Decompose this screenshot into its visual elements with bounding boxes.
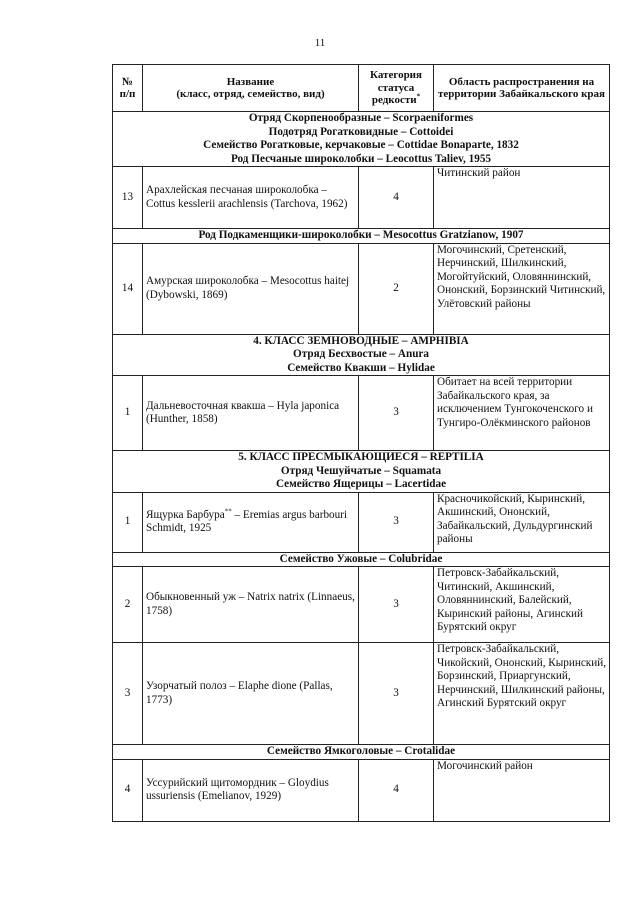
distribution-area: Могочинский район [434,759,610,821]
section-heading-line: 5. КЛАСС ПРЕСМЫКАЮЩИЕСЯ – REPTILIA [238,451,484,463]
section-heading-row [113,229,610,244]
header-category-text: Категория статуса редкости [370,69,422,107]
section-heading-row [113,451,610,493]
species-name-cell [143,376,359,451]
row-number: 4 [113,759,143,821]
section-heading [113,552,610,567]
section-heading-row [113,552,610,567]
section-heading-line: 4. КЛАСС ЗЕМНОВОДНЫЕ – AMPHIBIA [253,334,469,347]
section-heading-row [113,112,610,167]
section-heading-line: Род Песчаные широколобки – Leocottus Taliev, 1955 [230,152,492,165]
species-name-cell [143,759,359,821]
species-name: Узорчатый полоз – Elaphe dione (Pallas, 1773) [146,680,333,706]
rarity-category: 4 [359,167,434,229]
rarity-category: 3 [359,492,434,552]
species-name: Обыкновенный уж – Natrix natrix (Linnaeus, 1758) [146,591,355,617]
rarity-category: 4 [359,759,434,821]
species-row [113,167,610,229]
row-number: 1 [113,376,143,451]
species-name: Дальневосточная квакша – Hyla japonica (Hunther, 1858) [146,399,340,425]
species-name: Уссурийский щитомордник – Gloydius ussuriensis (Emelianov, 1929) [146,776,329,802]
section-heading [113,229,610,244]
row-number: 1 [113,492,143,552]
rarity-category: 3 [359,567,434,643]
species-row [113,567,610,643]
section-heading-row [113,745,610,760]
header-num: № п/п [113,65,143,112]
row-number: 2 [113,567,143,643]
species-name-cell [143,167,359,229]
section-heading-line: Отряд Бесхвостые – Anura [293,348,429,360]
section-heading-line: Семейство Квакши – Hylidae [287,361,435,374]
section-heading [113,334,610,376]
red-book-table [112,64,610,822]
header-category-mark: * [416,92,421,101]
row-number: 14 [113,243,143,334]
row-number: 13 [113,167,143,229]
distribution-area: Красночикойский, Кыринский, Акшинский, Ононский, Забайкальский, Дульдургинский районы [434,492,610,552]
distribution-area: Читинский район [434,167,610,229]
distribution-area: Могочинский, Сретенский, Нерчинский, Шилкинский, Могойтуйский, Оловяннинский, Ононский, Борзинский Читинский, Улётовский районы [434,243,610,334]
header-area: Область распространения на территории Забайкальского края [434,65,610,112]
species-row [113,243,610,334]
header-name [143,65,359,112]
section-heading [113,745,610,760]
header-category [359,65,434,112]
page-number: 11 [314,37,326,49]
species-name: Ящурка Барбура** – Eremias argus barbouri Schmidt, 1925 [146,506,348,534]
section-heading-line: Отряд Скорпенообразные – Scorpaeniformes [248,112,474,124]
section-heading-line: Семейство Ящерицы – Lacertidae [275,478,447,490]
header-name-line1: Название [226,75,275,88]
section-heading-line: Семейство Ужовые – Colubridae [279,552,443,565]
distribution-area: Обитает на всей территории Забайкальского края, за исключением Тунгокоченского и Тунгиро-Олёкминского районов [434,376,610,451]
section-heading [113,112,610,167]
section-heading-line: Отряд Чешуйчатые – Squamata [280,464,442,477]
species-name-cell [143,492,359,552]
species-name-cell [143,243,359,334]
rarity-category: 3 [359,376,434,451]
section-heading-line: Семейство Рогатковые, керчаковые – Cottidae Bonaparte, 1832 [203,139,519,151]
species-row [113,492,610,552]
species-name: Арахлейская песчаная широколобка – Cottus kesslerii arachlensis (Tarchova, 1962) [146,184,348,210]
header-name-line2: (класс, отряд, семейство, вид) [176,88,325,100]
section-heading-line: Подотряд Рогатковидные – Cottoidei [268,125,454,138]
species-footnote-mark: ** [224,506,232,515]
header-row [113,65,610,112]
section-heading-line: Род Подкаменщики-широколобки – Mesocottus Gratzianow, 1907 [198,229,524,241]
species-name: Амурская широколобка – Mesocottus haitej (Dybowski, 1869) [146,275,350,301]
species-row [113,376,610,451]
rarity-category: 2 [359,243,434,334]
section-heading-line: Семейство Ямкоголовые – Crotalidae [266,745,456,757]
row-number: 3 [113,643,143,745]
distribution-area: Петровск-Забайкальский, Чикойский, Ононский, Кыринский, Борзинский, Приаргунский, Нерчинский, Шилкинский районы, Агинский Бурятский округ [434,643,610,745]
table-body [113,112,610,822]
rarity-category: 3 [359,643,434,745]
species-row [113,643,610,745]
species-row [113,759,610,821]
section-heading [113,451,610,493]
distribution-area: Петровск-Забайкальский, Читинский, Акшинский, Оловяннинский, Балейский, Кыринский районы, Агинский Бурятский округ [434,567,610,643]
species-name-cell [143,567,359,643]
section-heading-row [113,334,610,376]
species-name-cell [143,643,359,745]
